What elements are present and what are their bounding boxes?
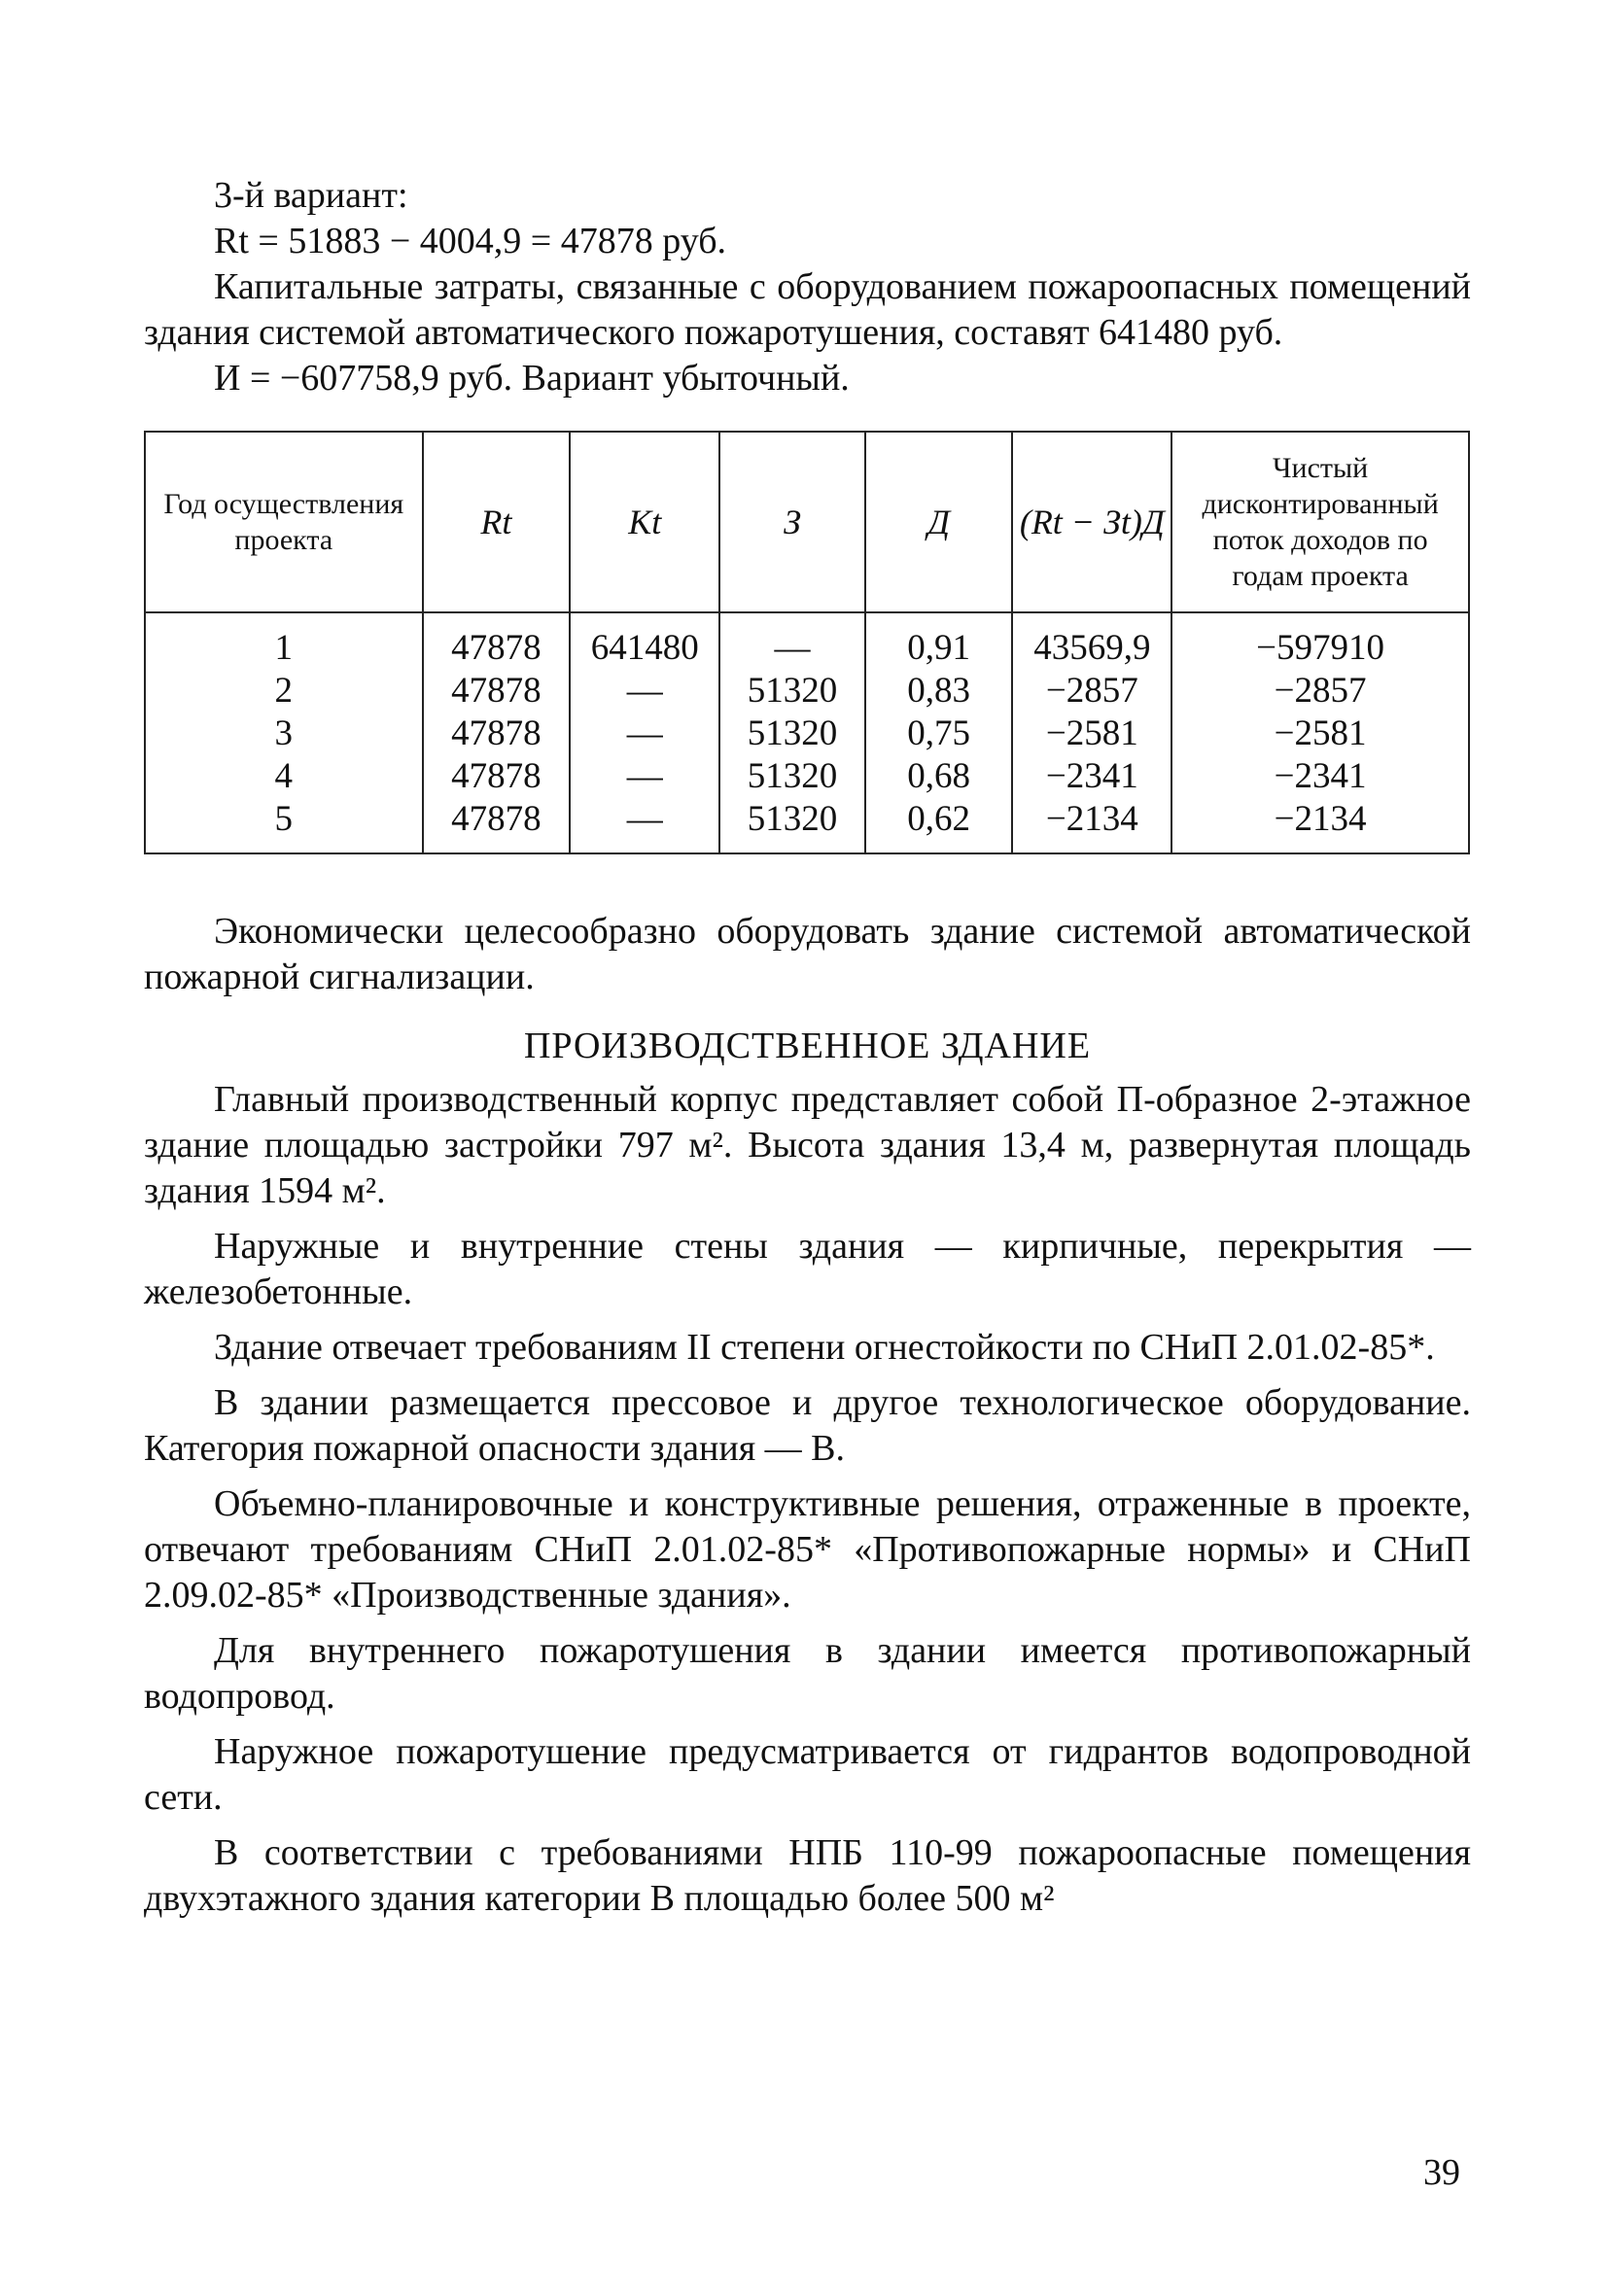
cell-rt: 47878 — [423, 670, 571, 713]
cell-d: 0,68 — [865, 755, 1013, 798]
cell-rt: 47878 — [423, 612, 571, 670]
cell-d: 0,83 — [865, 670, 1013, 713]
body-paragraph: Здание отвечает требованиям II степени огнестойкости по СНиП 2.01.02-85*. — [214, 1327, 1435, 1368]
cell-net-flow: −597910 — [1171, 612, 1469, 670]
document-page — [144, 173, 1471, 1922]
cell-kt: — — [570, 670, 719, 713]
cell-rt-minus-zt-d: −2134 — [1012, 798, 1171, 853]
cell-d: 0,91 — [865, 612, 1013, 670]
capex-paragraph: Капитальные затраты, связанные с оборудованием пожароопасных помещений здания системой автоматического пожаротушения, составят 641480 руб. — [144, 266, 1471, 353]
page-number: 39 — [1423, 2152, 1460, 2193]
cell-rt-minus-zt-d: 43569,9 — [1012, 612, 1171, 670]
cell-rt-minus-zt-d: −2341 — [1012, 755, 1171, 798]
result-line: И = −607758,9 руб. Вариант убыточный. — [214, 358, 850, 399]
table-row — [145, 670, 1469, 713]
cell-z: 51320 — [719, 798, 865, 853]
table-row — [145, 755, 1469, 798]
cell-rt-minus-zt-d: −2581 — [1012, 713, 1171, 755]
header-z: З — [719, 432, 865, 612]
cell-rt: 47878 — [423, 755, 571, 798]
section-title: ПРОИЗВОДСТВЕННОЕ ЗДАНИЕ — [523, 1026, 1092, 1066]
body-paragraph: Для внутреннего пожаротушения в здании имеется противопожарный водопровод. — [144, 1630, 1471, 1717]
cell-net-flow: −2857 — [1171, 670, 1469, 713]
cell-d: 0,62 — [865, 798, 1013, 853]
cell-rt-minus-zt-d: −2857 — [1012, 670, 1171, 713]
cell-year: 4 — [145, 755, 423, 798]
body-paragraph: Наружные и внутренние стены здания — кирпичные, перекрытия — железобетонные. — [144, 1226, 1471, 1312]
cell-rt: 47878 — [423, 798, 571, 853]
cell-year: 3 — [145, 713, 423, 755]
cell-year: 1 — [145, 612, 423, 670]
cell-kt: — — [570, 798, 719, 853]
cell-z: — — [719, 612, 865, 670]
header-year: Год осуществления проекта — [145, 432, 423, 612]
body-paragraph: В здании размещается прессовое и другое технологическое оборудование. Категория пожарной опасности здания — В. — [144, 1382, 1471, 1469]
table-header-row — [145, 432, 1469, 612]
header-d: Д — [865, 432, 1013, 612]
cell-kt: — — [570, 755, 719, 798]
cell-z: 51320 — [719, 713, 865, 755]
conclusion-paragraph: Экономически целесообразно оборудовать здание системой автоматической пожарной сигнализации. — [144, 911, 1471, 997]
cell-rt: 47878 — [423, 713, 571, 755]
cell-z: 51320 — [719, 755, 865, 798]
cell-net-flow: −2134 — [1171, 798, 1469, 853]
header-rt-minus-zt-d: (Rt − Зt)Д — [1012, 432, 1171, 612]
body-paragraph: В соответствии с требованиями НПБ 110-99 пожароопасные помещения двухэтажного здания категории В площадью более 500 м² — [144, 1832, 1471, 1919]
body-paragraph: Главный производственный корпус представляет собой П-образное 2-этажное здание площадью застройки 797 м². Высота здания 13,4 м, развернутая площадь здания 1594 м². — [144, 1079, 1471, 1211]
body-paragraph: Объемно-планировочные и конструктивные решения, отраженные в проекте, отвечают требованиям СНиП 2.01.02-85* «Противопожарные нормы» и СНиП 2.09.02-85* «Производственные здания». — [144, 1483, 1471, 1616]
header-kt: Kt — [570, 432, 719, 612]
cell-net-flow: −2341 — [1171, 755, 1469, 798]
header-rt: Rt — [423, 432, 571, 612]
cell-d: 0,75 — [865, 713, 1013, 755]
cell-kt: — — [570, 713, 719, 755]
table-row — [145, 798, 1469, 853]
formula-r: Rt = 51883 − 4004,9 = 47878 руб. — [214, 221, 727, 261]
header-net-discounted-flow: Чистый дисконтированный поток доходов по годам проекта — [1171, 432, 1469, 612]
cell-z: 51320 — [719, 670, 865, 713]
discounted-flow-table — [144, 431, 1470, 854]
table-row — [145, 713, 1469, 755]
body-paragraph: Наружное пожаротушение предусматривается от гидрантов водопроводной сети. — [144, 1731, 1471, 1818]
cell-net-flow: −2581 — [1171, 713, 1469, 755]
cell-year: 5 — [145, 798, 423, 853]
cell-kt: 641480 — [570, 612, 719, 670]
variant-label: 3-й вариант: — [214, 175, 408, 216]
table-row — [145, 612, 1469, 670]
cell-year: 2 — [145, 670, 423, 713]
